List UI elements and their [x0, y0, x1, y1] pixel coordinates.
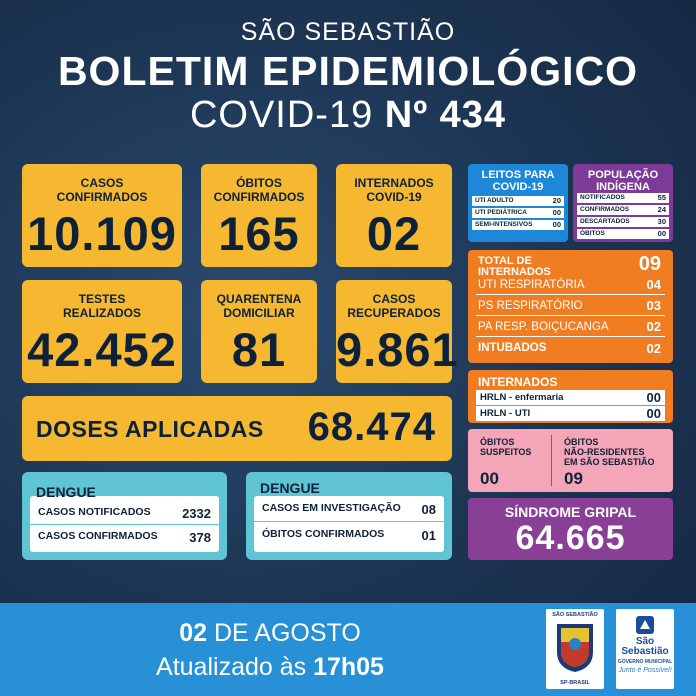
- indigena-row: [577, 205, 669, 215]
- indigena-row-label: CONFIRMADOS: [580, 206, 630, 213]
- obitos-suspeitos-value: 00: [480, 469, 499, 488]
- obitos-nao-residentes-line2: NÃO-RESIDENTES: [564, 447, 645, 457]
- obitos-divider: [551, 435, 552, 486]
- dengue-row-label: CASOS CONFIRMADOS: [38, 530, 158, 542]
- doses-label: DOSES APLICADAS: [36, 416, 264, 442]
- dengue-row: [30, 506, 219, 521]
- dengue-divider: [30, 524, 219, 525]
- bulletin-number: Nº 434: [384, 94, 507, 136]
- leitos-row-label: UTI ADULTO: [475, 197, 514, 204]
- crest-shield-icon: [555, 622, 595, 674]
- leitos-row: [472, 196, 564, 206]
- municipal-brand-logo: [616, 609, 674, 689]
- indigena-row-value: 55: [657, 193, 666, 202]
- brand-emblem-icon: [635, 615, 655, 635]
- leitos-title-line2: COVID-19: [492, 181, 544, 193]
- internados-row: [476, 296, 665, 316]
- hrln-row-label: HRLN - enfermaria: [480, 392, 564, 403]
- dengue-row-label: CASOS NOTIFICADOS: [38, 506, 151, 518]
- card-label-line1: CASOS: [372, 292, 416, 306]
- hrln-row: [476, 390, 665, 405]
- dengue-row-value: 01: [421, 528, 436, 543]
- internados-row-label: INTUBADOS: [478, 342, 547, 354]
- indigena-row: [577, 217, 669, 227]
- hrln-row: [476, 406, 665, 421]
- card-label-line2: COVID-19: [366, 190, 422, 204]
- panel-leitos-covid: [468, 164, 568, 242]
- footer-date-month: DE AGOSTO: [207, 619, 361, 647]
- sindrome-value: 64.665: [515, 519, 626, 557]
- dengue-card-cases: [22, 472, 227, 560]
- internados-row: [476, 275, 665, 295]
- card-value: 81: [231, 323, 287, 376]
- header-city: SÃO SEBASTIÃO: [240, 18, 456, 46]
- card-testes-realizados: [22, 280, 182, 383]
- card-label-line1: CASOS: [80, 176, 124, 190]
- indigena-row: [577, 193, 669, 203]
- hrln-row-value: 00: [646, 390, 661, 405]
- dengue-row: [254, 502, 444, 517]
- internados-row-value: 02: [646, 319, 661, 334]
- footer-updated-time: 17h05: [313, 653, 384, 681]
- indigena-row-value: 30: [657, 217, 666, 226]
- leitos-row: [472, 220, 564, 230]
- dengue-divider: [254, 521, 444, 522]
- panel-obitos: [468, 429, 673, 492]
- indigena-row-label: DESCARTADOS: [580, 218, 630, 225]
- crest-bottom-text: SP-BRASIL: [560, 680, 590, 686]
- indigena-row-value: 00: [657, 229, 666, 238]
- obitos-suspeitos-line2: SUSPEITOS: [480, 447, 532, 457]
- dengue-row-value: 2332: [182, 506, 211, 521]
- card-value: 42.452: [27, 323, 177, 376]
- card-value: 10.109: [27, 207, 177, 260]
- brand-name-line1: São: [635, 636, 655, 647]
- panel-sindrome-gripal: [468, 498, 673, 560]
- internados-row-intubados: [476, 338, 665, 358]
- brand-name-line2: Sebastião: [621, 646, 669, 657]
- dengue-row-label: CASOS EM INVESTIGAÇÃO: [262, 502, 401, 514]
- dengue-title: DENGUE: [260, 480, 320, 496]
- card-label-line1: QUARENTENA: [216, 292, 302, 306]
- card-casos-recuperados: [336, 280, 459, 383]
- bulletin-title: BOLETIM EPIDEMIOLÓGICO: [57, 48, 639, 94]
- card-value: 9.861: [336, 323, 459, 376]
- card-label-line2: CONFIRMADOS: [56, 190, 148, 204]
- card-label-line2: CONFIRMADOS: [213, 190, 305, 204]
- leitos-title-line1: LEITOS PARA: [481, 169, 555, 181]
- panel-populacao-indigena: [573, 164, 673, 242]
- footer-date: [0, 619, 540, 648]
- card-casos-confirmados: [22, 164, 182, 267]
- footer-updated: [0, 653, 540, 682]
- hrln-title: INTERNADOS: [478, 375, 558, 389]
- brand-gov: GOVERNO MUNICIPAL: [617, 659, 673, 665]
- card-label-line1: INTERNADOS: [354, 176, 434, 190]
- indigena-title-line2: INDÍGENA: [596, 181, 650, 193]
- internados-row-label: PS RESPIRATÓRIO: [478, 299, 583, 312]
- card-label-line1: TESTES: [78, 292, 126, 306]
- card-label-line2: RECUPERADOS: [347, 306, 441, 320]
- internados-total-value: 09: [638, 253, 661, 275]
- card-label-line2: REALIZADOS: [63, 306, 141, 320]
- city-crest-logo: [546, 609, 604, 689]
- card-internados-covid: [336, 164, 452, 267]
- obitos-nao-residentes-line3: EM SÃO SEBASTIÃO: [564, 457, 655, 467]
- leitos-row-label: SEMI-INTENSIVOS: [475, 221, 533, 228]
- bulletin-subtitle: [0, 94, 696, 137]
- panel-total-internados: [468, 250, 673, 363]
- footer-bar: [0, 603, 696, 696]
- leitos-row-label: UTI PEDIÁTRICA: [475, 209, 527, 216]
- obitos-nao-residentes-value: 09: [564, 469, 583, 488]
- crest-top-text: SÃO SEBASTIÃO: [552, 612, 598, 618]
- sindrome-title: SÍNDROME GRIPAL: [504, 504, 637, 520]
- card-label-line1: ÓBITOS: [236, 176, 282, 190]
- indigena-row-label: NOTIFICADOS: [580, 194, 625, 201]
- internados-row-value: 03: [646, 298, 661, 313]
- dengue-title: DENGUE: [36, 484, 96, 500]
- card-quarentena-domiciliar: [201, 280, 317, 383]
- internados-title-line1: TOTAL DE: [478, 255, 532, 267]
- leitos-row-value: 00: [552, 208, 561, 217]
- dengue-row: [30, 530, 219, 545]
- leitos-row-value: 20: [552, 196, 561, 205]
- obitos-suspeitos-line1: ÓBITOS: [480, 437, 515, 447]
- dengue-card-investigation: [246, 472, 452, 560]
- internados-row-label: PA RESP. BOIÇUCANGA: [478, 320, 609, 333]
- card-value: 165: [218, 207, 300, 260]
- obitos-nao-residentes-line1: ÓBITOS: [564, 437, 599, 447]
- subtitle-prefix: COVID-19: [189, 94, 385, 136]
- internados-row-label: UTI RESPIRATÓRIA: [478, 278, 585, 291]
- indigena-row: [577, 229, 669, 239]
- card-label-line2: DOMICILIAR: [223, 306, 295, 320]
- indigena-row-label: ÓBITOS: [580, 230, 605, 237]
- indigena-row-value: 24: [657, 205, 666, 214]
- panel-internados-hrln: [468, 370, 673, 423]
- dengue-row-label: ÓBITOS CONFIRMADOS: [262, 528, 385, 540]
- internados-row-value: 02: [646, 340, 661, 356]
- card-obitos-confirmados: [201, 164, 317, 267]
- dengue-row-value: 378: [189, 530, 211, 545]
- hrln-row-label: HRLN - UTI: [480, 408, 531, 419]
- hrln-row-value: 00: [646, 406, 661, 421]
- card-doses-aplicadas: [22, 396, 452, 461]
- internados-row: [476, 317, 665, 337]
- dengue-row-value: 08: [421, 502, 436, 517]
- internados-title-line2: INTERNADOS: [478, 266, 551, 278]
- footer-updated-prefix: Atualizado às: [156, 653, 314, 681]
- leitos-row: [472, 208, 564, 218]
- brand-slogan: Junto é Possível!: [618, 667, 672, 674]
- dengue-row: [254, 528, 444, 543]
- leitos-row-value: 00: [552, 220, 561, 229]
- internados-row-value: 04: [646, 277, 661, 292]
- card-value: 02: [366, 207, 422, 260]
- doses-value: 68.474: [307, 405, 436, 449]
- footer-date-day: 02: [179, 619, 208, 647]
- indigena-title-line1: POPULAÇÃO: [587, 169, 659, 181]
